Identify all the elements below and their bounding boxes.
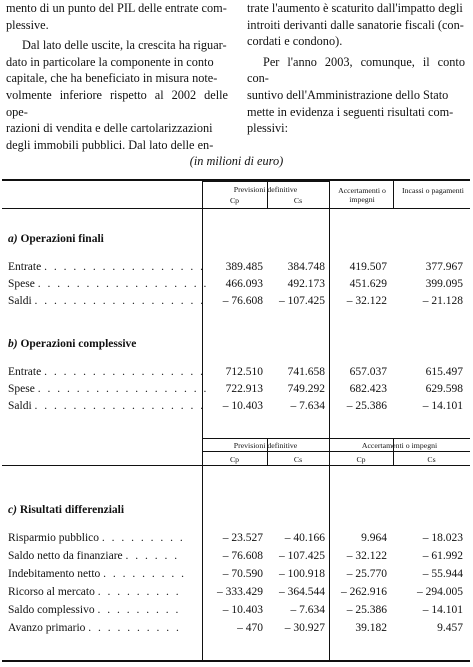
cell-value: 389.485 [225, 261, 263, 273]
cell-value: – 40.166 [284, 532, 325, 544]
row-label: Saldo complessivo . . . . . . . . . [8, 604, 181, 616]
header-accertamenti: Accertamenti o impegni [361, 441, 438, 450]
header-rule [202, 438, 470, 439]
cell-value: – 18.023 [422, 532, 463, 544]
section-c-title: c) Risultati differenziali [8, 504, 125, 516]
row-label: Saldo netto da finanziare . . . . . . [8, 550, 180, 562]
cell-value: 39.182 [355, 622, 387, 634]
header-rule [202, 451, 470, 452]
cell-value: – 55.944 [422, 568, 463, 580]
cell-value: 9.457 [437, 622, 463, 634]
header-previsioni: Previsioni definitive [233, 441, 298, 450]
text-line: capitale, che ha beneficiato in misura note- [6, 71, 218, 86]
cell-value: – 32.122 [346, 295, 387, 307]
cell-value: – 70.590 [222, 568, 263, 580]
table-bottom-rule [2, 660, 470, 662]
header-rule [2, 465, 470, 466]
cell-value: – 10.403 [222, 400, 263, 412]
row-label: Saldi . . . . . . . . . . . . . . . . . . [8, 295, 206, 307]
row-label: Entrate . . . . . . . . . . . . . . . . . [8, 366, 205, 378]
row-label: Saldi . . . . . . . . . . . . . . . . . . [8, 400, 206, 412]
cell-value: – 32.122 [346, 550, 387, 562]
row-label: Spese . . . . . . . . . . . . . . . . . . [8, 383, 209, 395]
cell-value: 451.629 [349, 278, 387, 290]
cell-value: – 294.005 [417, 586, 463, 598]
header-cs: Cs [293, 455, 303, 464]
row-label: Spese . . . . . . . . . . . . . . . . . . [8, 278, 209, 290]
header-cp: Cp [356, 455, 366, 464]
cell-value: 384.748 [287, 261, 325, 273]
cell-value: – 7.634 [290, 400, 325, 412]
cell-value: – 107.425 [279, 295, 325, 307]
cell-value: – 21.128 [422, 295, 463, 307]
header-previsioni: Previsioni definitive [233, 185, 298, 194]
cell-value: – 76.608 [222, 550, 263, 562]
text-line: plessivi: [247, 121, 288, 136]
header-accertamenti: Accertamenti o impegni [338, 186, 386, 204]
cell-value: 9.964 [361, 532, 387, 544]
cell-value: 657.037 [349, 366, 387, 378]
header-cp: Cp [229, 455, 240, 464]
text-line: plessive. [6, 17, 49, 32]
text-line: Per l'anno 2003, comunque, il conto con- [247, 54, 465, 86]
right-text-column [247, 0, 465, 137]
cell-value: 466.093 [225, 278, 263, 290]
cell-value: – 30.927 [284, 622, 325, 634]
header-cs: Cs [427, 455, 436, 464]
cell-value: – 107.425 [279, 550, 325, 562]
cell-value: – 7.634 [290, 604, 325, 616]
section-a-title: a) Operazioni finali [8, 233, 104, 245]
header-cp: Cp [229, 196, 240, 205]
header-cs: Cs [293, 196, 303, 205]
header-rule [202, 181, 329, 182]
cell-value: 712.510 [225, 366, 263, 378]
text-line: trate l'aumento è scaturito dall'impatto degli [247, 1, 463, 15]
cell-value: – 25.770 [346, 568, 387, 580]
cell-value: – 14.101 [422, 604, 463, 616]
cell-value: – 100.918 [279, 568, 325, 580]
left-text-column [6, 0, 228, 153]
cell-value: 419.507 [349, 261, 387, 273]
cell-value: 377.967 [425, 261, 463, 273]
row-label: Risparmio pubblico . . . . . . . . . [8, 532, 185, 544]
cell-value: – 333.429 [217, 586, 263, 598]
text-line: suntivo dell'Amministrazione dello Stato [247, 87, 449, 102]
text-line: mette in evidenza i seguenti risultati com- [247, 104, 454, 119]
cell-value: 722.913 [225, 383, 263, 395]
row-label: Avanzo primario . . . . . . . . . . [8, 622, 181, 634]
cell-value: – 262.916 [341, 586, 387, 598]
cell-value: – 14.101 [422, 400, 463, 412]
text-line: razioni di vendita e delle cartolarizzazioni [6, 121, 213, 136]
text-line: degli immobili pubblici. Dal lato delle en- [6, 137, 214, 152]
cell-value: – 61.992 [422, 550, 463, 562]
text-line: volmente inferiore rispetto al 2002 delle ope- [6, 87, 228, 119]
text-line: mento di un punto del PIL delle entrate com- [6, 1, 227, 15]
cell-value: – 10.403 [222, 604, 263, 616]
cell-value: 615.497 [425, 366, 463, 378]
row-label: Indebitamento netto . . . . . . . . . [8, 568, 187, 580]
row-label: Entrate . . . . . . . . . . . . . . . . . [8, 261, 205, 273]
cell-value: 741.658 [287, 366, 325, 378]
cell-value: – 76.608 [222, 295, 263, 307]
column-divider [393, 181, 394, 208]
header-incassi: Incassi o pagamenti [402, 186, 464, 195]
cell-value: 682.423 [349, 383, 387, 395]
row-label: Ricorso al mercato . . . . . . . . . [8, 586, 181, 598]
cell-value: 629.598 [425, 383, 463, 395]
cell-value: – 470 [237, 622, 263, 634]
section-b-title: b) Operazioni complessive [8, 338, 137, 350]
table-caption: (in milioni di euro) [189, 154, 284, 168]
cell-value: 399.095 [425, 278, 463, 290]
cell-value: – 23.527 [222, 532, 263, 544]
text-line: introiti derivanti dalle sanatorie fiscali (con- [247, 17, 464, 32]
cell-value: – 25.386 [346, 604, 387, 616]
text-line: cordati e condono). [247, 34, 343, 49]
cell-value: 749.292 [287, 383, 325, 395]
text-line: Dal lato delle uscite, la crescita ha riguar- [22, 38, 227, 53]
cell-value: 492.173 [287, 278, 325, 290]
cell-value: – 25.386 [346, 400, 387, 412]
header-rule [2, 208, 470, 209]
cell-value: – 364.544 [279, 586, 325, 598]
text-line: dato in particolare la componente in conto [6, 54, 214, 69]
